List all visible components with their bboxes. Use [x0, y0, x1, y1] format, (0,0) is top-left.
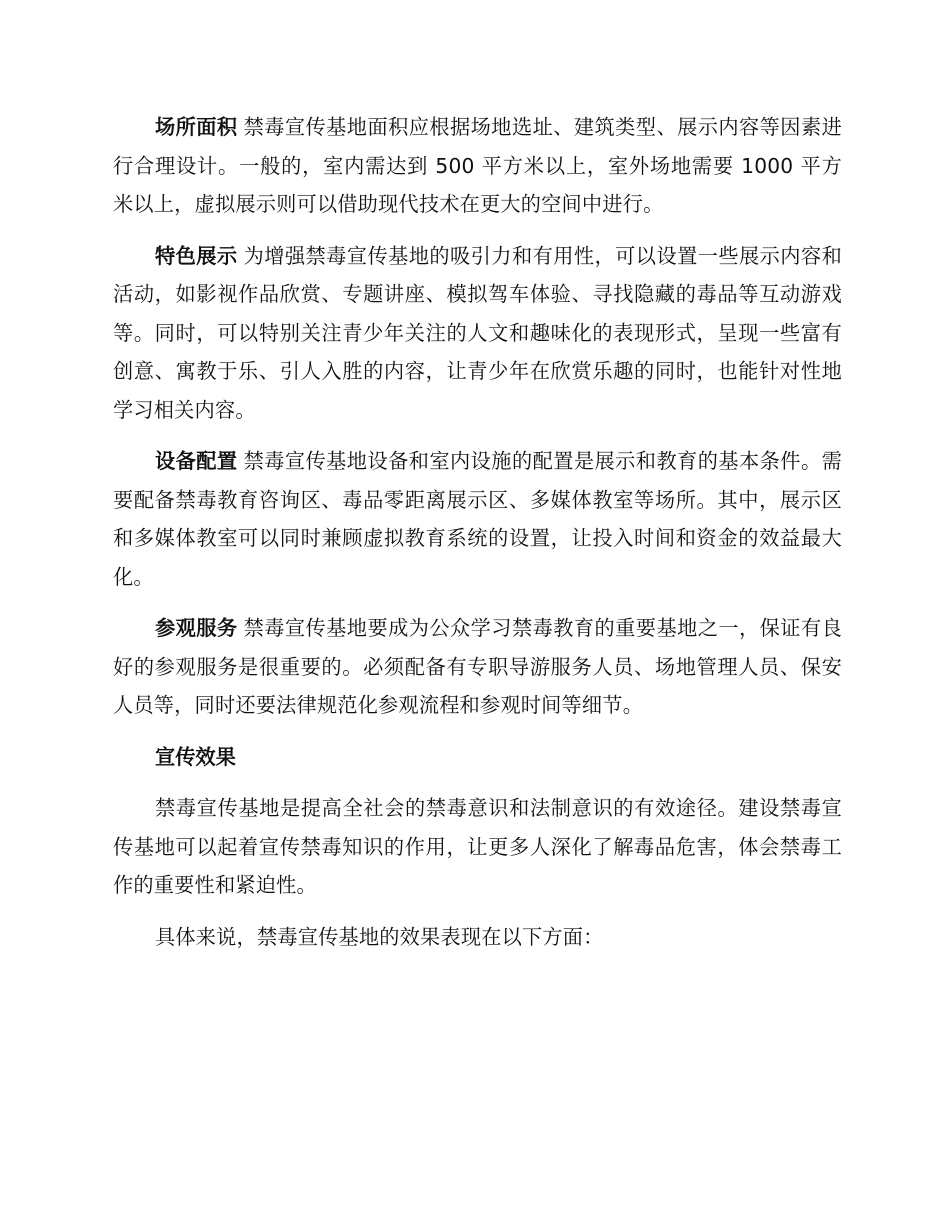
section-title: 特色展示 [155, 243, 238, 268]
body-paragraph: 禁毒宣传基地是提高全社会的禁毒意识和法制意识的有效途径。建设禁毒宣传基地可以起着宣传禁毒知识的作用，让更多人深化了解毒品危害，体会禁毒工作的重要性和紧迫性。 [113, 796, 842, 897]
section-equipment [113, 442, 842, 596]
body-paragraph: 具体来说，禁毒宣传基地的效果表现在以下方面： [155, 924, 604, 949]
section-body: 为增强禁毒宣传基地的吸引力和有用性，可以设置一些展示内容和活动，如影视作品欣赏、专题讲座、模拟驾车体验、寻找隐藏的毒品等互动游戏等。同时，可以特别关注青少年关注的人文和趣味化的表现形式，呈现一些富有创意、寓教于乐、引人入胜的内容，让青少年在欣赏乐趣的同时，也能针对性地学习相关内容。 [113, 243, 842, 422]
section-title: 场所面积 [155, 115, 238, 139]
section-body: 禁毒宣传基地要成为公众学习禁毒教育的重要基地之一，保证有良好的参观服务是很重要的。必须配备有专职导游服务人员、场地管理人员、保安人员等，同时还要法律规范化参观流程和参观时间等细节。 [113, 616, 842, 717]
section-feature-display [113, 237, 842, 430]
section-title: 设备配置 [155, 449, 238, 473]
section-title: 参观服务 [155, 616, 238, 640]
section-venue-area [113, 108, 842, 224]
section-heading: 宣传效果 [155, 744, 236, 769]
section-body: 禁毒宣传基地设备和室内设施的配置是展示和教育的基本条件。需要配备禁毒教育咨询区、毒品零距离展示区、多媒体教室等场所。其中，展示区和多媒体教室可以同时兼顾虚拟教育系统的设置，让投入时间和资金的效益最大化。 [113, 449, 842, 589]
section-visitor-service [113, 609, 842, 725]
section-body: 禁毒宣传基地面积应根据场地选址、建筑类型、展示内容等因素进行合理设计。一般的，室内需达到 500 平方米以上，室外场地需要 1000 平方米以上，虚拟展示则可以借助现代技术在更大的空间中进行。 [113, 115, 842, 216]
